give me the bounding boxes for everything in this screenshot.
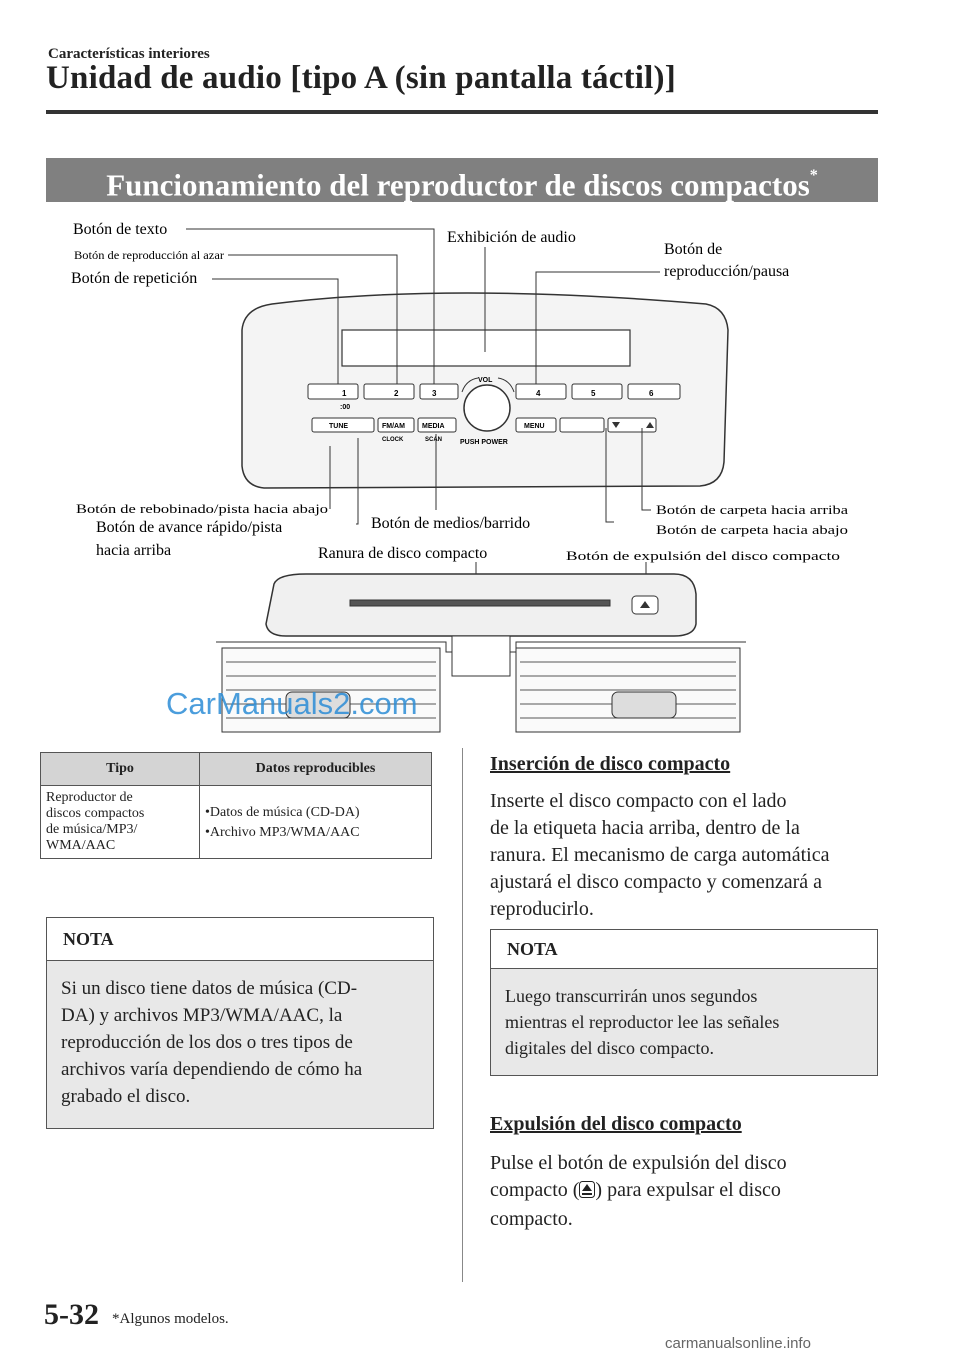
label-cd-eject: Botón de expulsión del disco compacto [566,548,840,563]
label-play-pause-2: reproducción/pausa [664,263,790,280]
data-item: •Datos de música (CD-DA) [205,805,360,820]
insert-heading: Inserción de disco compacto [490,753,731,775]
scan-label: SCAN [425,437,443,443]
watermark: CarManuals2.com [166,686,418,721]
note-box-right [490,929,878,1076]
label-ff-button-1: Botón de avance rápido/pista [96,519,283,536]
eject-line [490,1177,890,1206]
eject-paragraph [490,1150,890,1233]
banner-text: Funcionamiento del reproductor de discos compactos [106,167,810,203]
label-folder-up: Botón de carpeta hacia arriba [656,502,849,517]
type-line: Reproductor de [46,790,133,805]
preset-button-2 [364,384,414,399]
blank-button [560,418,604,432]
label-ff-button-2: hacia arriba [96,542,172,559]
push-power-label: PUSH POWER [460,439,508,446]
menu-label: MENU [524,423,545,430]
label-folder-down: Botón de carpeta hacia abajo [656,522,848,537]
label-play-pause-1: Botón de [664,241,723,258]
label-cd-slot: Ranura de disco compacto [318,545,488,562]
column-divider [462,748,463,1282]
tune-label: TUNE [329,423,349,430]
note-line: Luego transcurrirán unos segundos [505,986,758,1006]
table-cell-type [41,786,200,859]
note-heading: NOTA [491,930,877,969]
note-body [491,969,877,1075]
insert-line: reproducirlo. [490,898,594,920]
note-body [47,961,433,1128]
type-line: de música/MP3/ [46,822,138,837]
right-vent-knob [612,692,676,718]
insert-line: ranura. El mecanismo de carga automática [490,844,830,866]
btn1-sub: :00 [340,404,351,411]
note-line: mientras el reproductor lee las señales [505,1012,780,1032]
preset-button-6 [628,384,680,399]
btn4-label: 4 [536,389,541,398]
insert-line: ajustará el disco compacto y comenzará a [490,871,823,893]
eject-line-part: ) para expulsar el disco [595,1179,781,1201]
note-heading: NOTA [47,918,433,961]
fmam-label: FM/AM [382,423,405,430]
banner-asterisk: * [809,167,818,184]
btn1-label: 1 [342,389,347,398]
btn2-label: 2 [394,389,399,398]
eject-heading: Expulsión del disco compacto [490,1113,742,1135]
label-random-button: Botón de reproducción al azar [74,248,224,262]
playable-data-table [40,752,432,859]
eject-line: compacto. [490,1208,573,1230]
center-panel [452,636,510,676]
vol-label: VOL [478,377,493,384]
audio-display [342,330,630,366]
table-cell-data [200,786,432,859]
note-line: Si un disco tiene datos de música (CD- [61,978,358,999]
table-row [41,786,432,859]
insert-line: de la etiqueta hacia arriba, dentro de la [490,817,800,839]
note-line: DA) y archivos MP3/WMA/AAC, la [61,1005,343,1026]
preset-button-4 [516,384,566,399]
table-header-row [41,753,432,786]
preset-button-3 [420,384,458,399]
label-repeat-button: Botón de repetición [71,270,198,287]
section-label: Características interiores [48,46,210,62]
note-line: archivos varía dependiendo de cómo ha [61,1059,363,1080]
preset-button-5 [572,384,622,399]
note-line: digitales del disco compacto. [505,1038,714,1058]
label-text-button: Botón de texto [73,221,168,238]
data-item: •Archivo MP3/WMA/AAC [205,825,360,840]
eject-icon [579,1179,595,1206]
note-line: reproducción de los dos o tres tipos de [61,1032,353,1053]
insert-paragraph [490,788,890,923]
label-rewind-button: Botón de rebobinado/pista hacia abajo [76,501,328,516]
type-line: discos compactos [46,806,145,821]
eject-line-part: compacto ( [490,1179,580,1201]
page-title: Unidad de audio [tipo A (sin pantalla táctil)] [46,60,676,96]
audio-unit-diagram [46,212,878,742]
page-number: 5-32 [44,1298,99,1331]
note-box-left [46,917,434,1129]
note-line: grabado el disco. [61,1086,191,1107]
btn6-label: 6 [649,389,654,398]
type-line: WMA/AAC [46,838,116,853]
eject-line: Pulse el botón de expulsión del disco [490,1152,787,1174]
table-header-data: Datos reproducibles [200,753,432,786]
btn5-label: 5 [591,389,596,398]
preset-button-1 [308,384,358,399]
clock-label: CLOCK [382,437,404,443]
footnote: *Algunos modelos. [112,1311,229,1327]
insert-line: Inserte el disco compacto con el lado [490,790,787,812]
label-audio-display: Exhibición de audio [447,229,576,246]
section-banner [46,158,878,202]
volume-knob [464,385,510,431]
table-header-type: Tipo [41,753,200,786]
label-media-button: Botón de medios/barrido [371,515,531,532]
cd-slot [350,600,610,606]
media-label: MEDIA [422,423,445,430]
btn3-label: 3 [432,389,437,398]
title-rule [46,110,878,114]
footer-site: carmanualsonline.info [665,1335,811,1352]
